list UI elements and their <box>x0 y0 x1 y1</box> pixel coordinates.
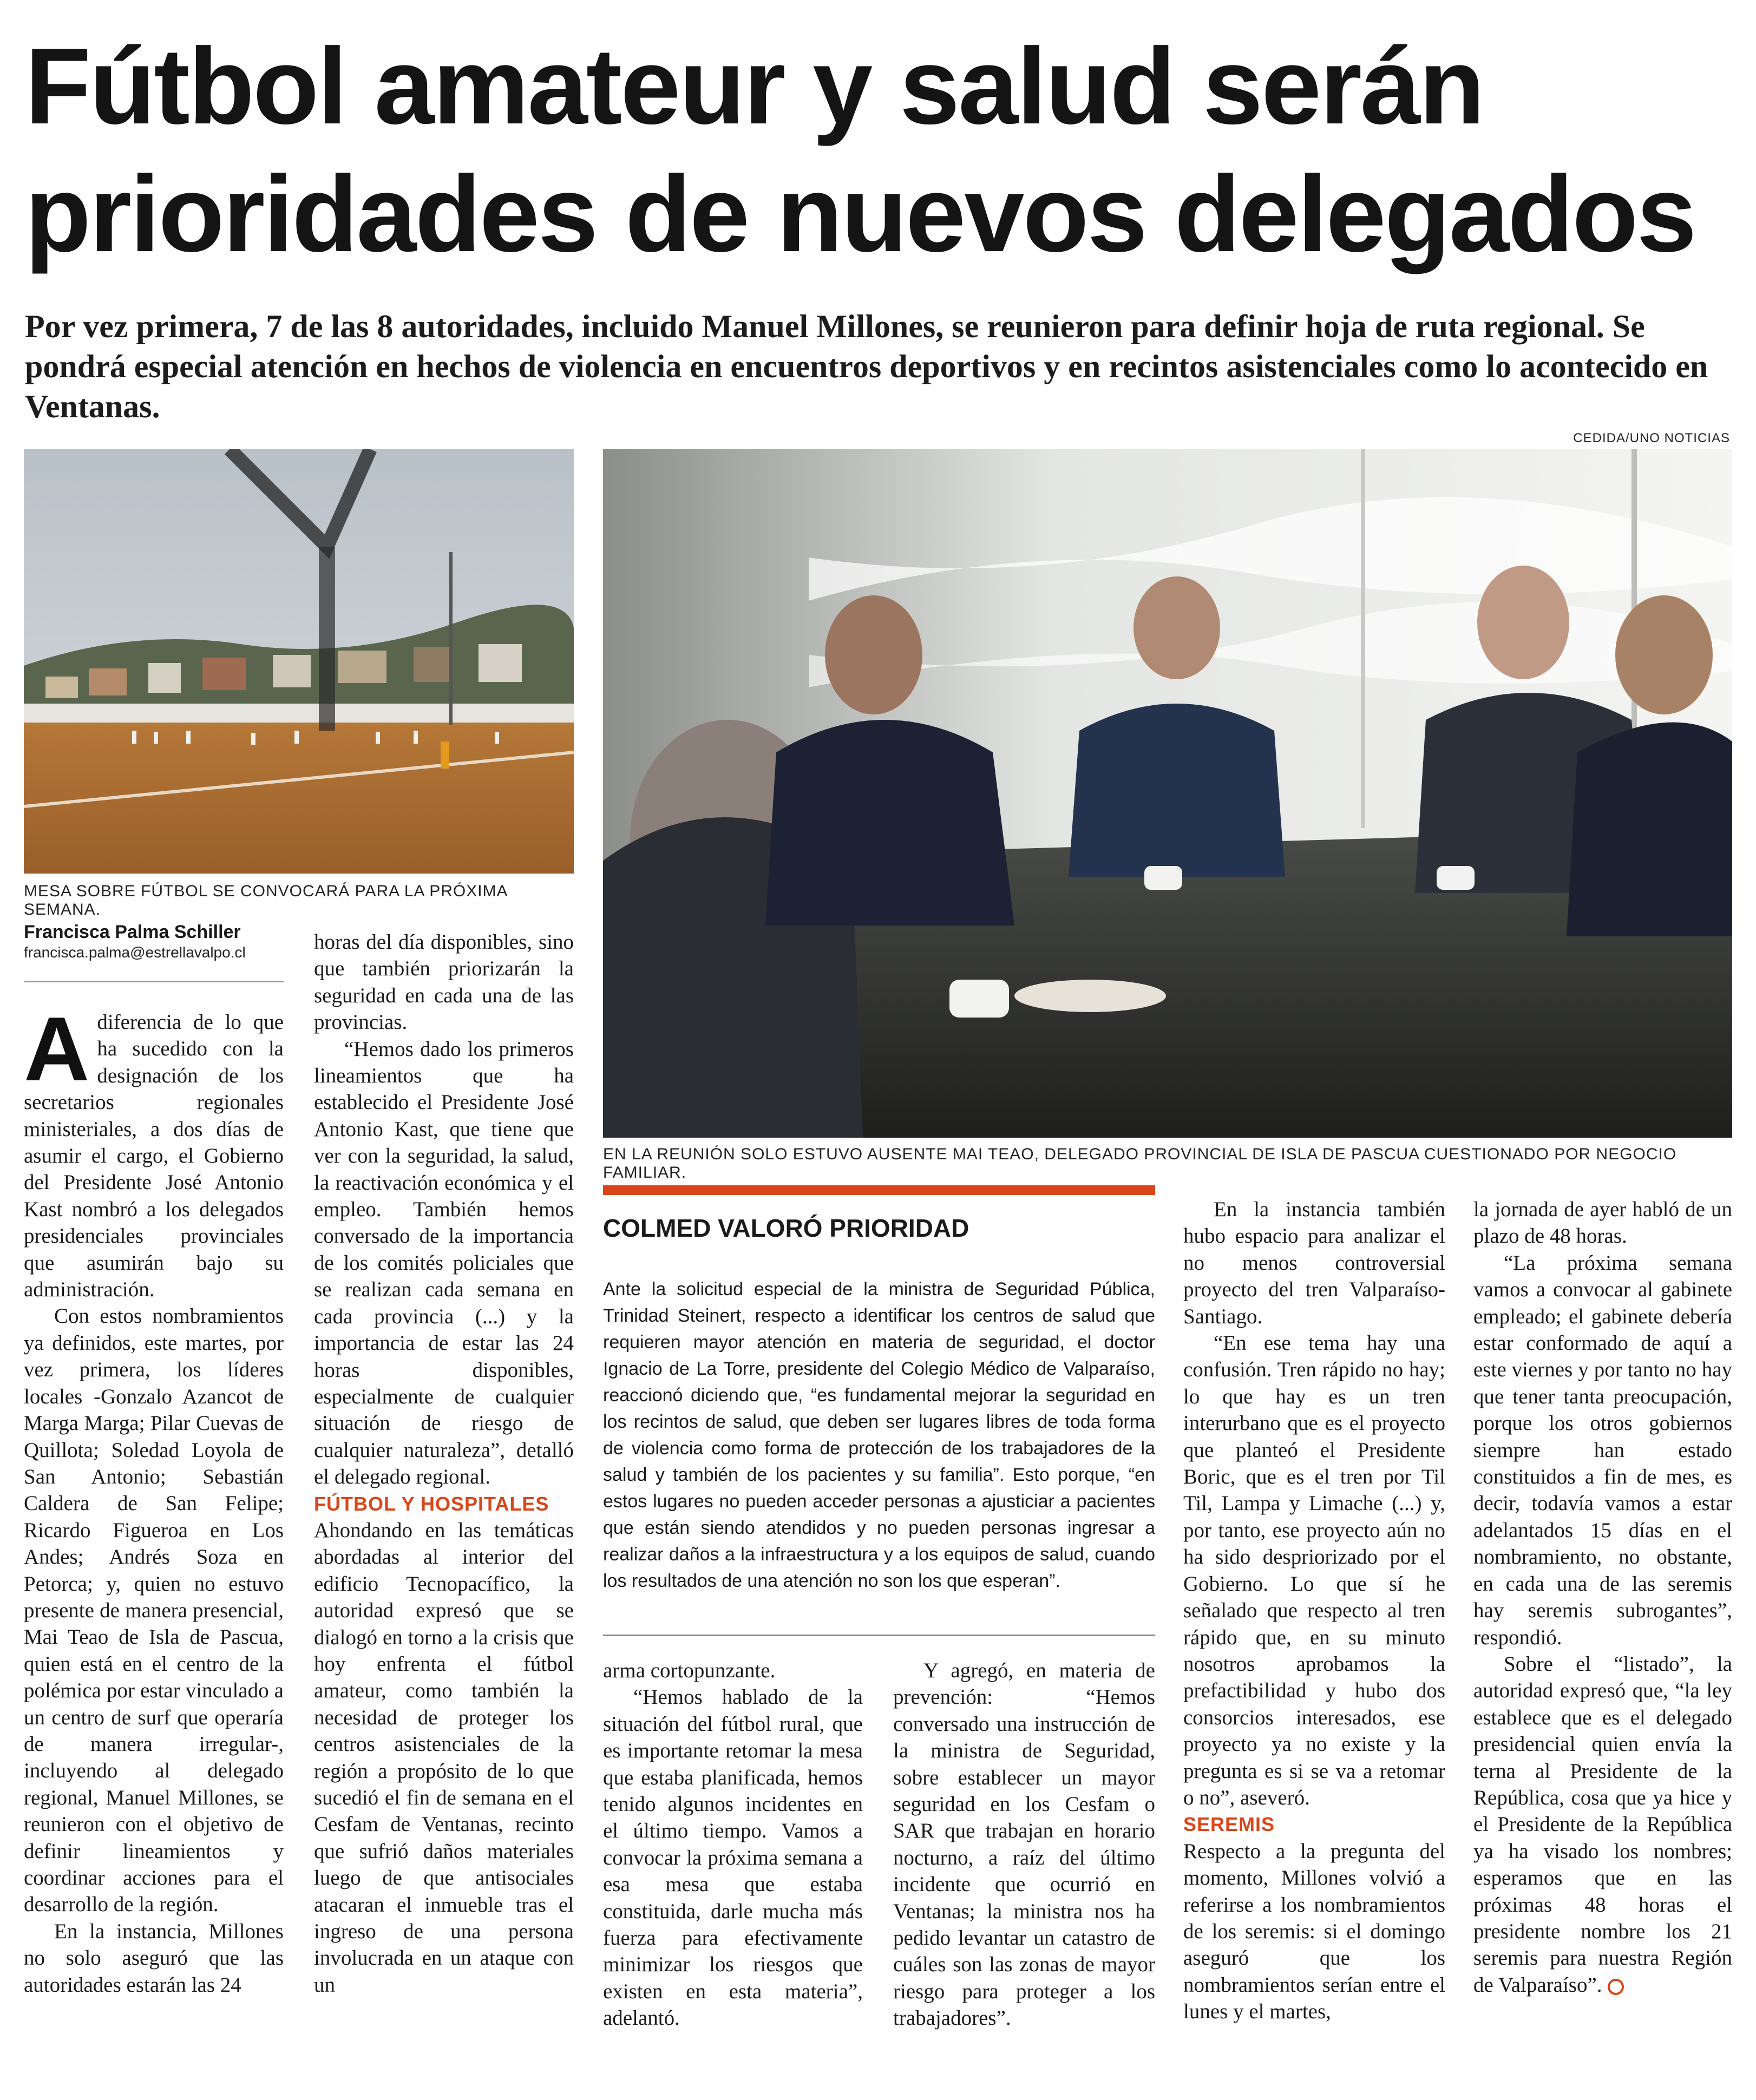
football-field-image <box>24 449 574 874</box>
col6-paragraph-3: Sobre el “listado”, la autoridad expresó que, “la ley establece que es el delegado presidencial quien envía la terna al Presidente de la República, cosa que ya hice y el Presidente de la República ya ha visado los nombres; esperamos que en las próximas 48 horas el presidente nombre los 21 seremis para nuestra Región de Valparaíso”. <box>1473 1652 1732 1997</box>
column-3 <box>603 1657 863 2032</box>
box-title: COLMED VALORÓ PRIORIDAD <box>603 1214 969 1242</box>
col2-paragraph-3: Ahondando en las temáticas abordadas al interior del edificio Tecnopacífico, la autoridad expresó que se dialogó en torno a la crisis que hoy enfrenta el fútbol amateur, como también la necesidad de proteger los centros asistenciales de la región a propósito de lo que sucedió el fin de semana en el Cesfam de Ventanas, recinto que sufrió daños materiales luego de que antisociales atacaran el inmueble tras el ingreso de una persona involucrada en un ataque con un <box>314 1518 574 1997</box>
col5-paragraph-2: “En ese tema hay una confusión. Tren rápido no hay; lo que hay es un tren interurbano que es el proyecto que planteó el Presidente Boric, que es el tren por Til Til, Lampa y Limache (...) y, por tanto, ese proyecto aún no ha sido despriorizado por el Gobierno. Lo que sí he señalado que respecto al tren rápido que, en su minuto nosotros aprobamos la prefactibilidad y hubo dos consorcios interesados, ese proyecto ya no existe y la pregunta es si se va a retomar o no”, aseveró. <box>1183 1331 1445 1809</box>
byline-rule <box>24 981 284 982</box>
left-photo-caption: MESA SOBRE FÚTBOL SE CONVOCARÁ PARA LA PRÓXIMA SEMANA. <box>24 882 507 918</box>
box-text: Ante la solicitud especial de la ministra de Seguridad Pública, Trinidad Steinert, respecto a identificar los centros de salud que requieren mayor atención en materia de seguridad, el doctor Ignacio de La Torre, presidente del Colegio Médico de Valparaíso, reaccionó diciendo que, “es fundamental mejorar la seguridad en los recintos de salud, que deben ser lugares libres de toda forma de violencia como forma de protección de los trabajadores de la salud y también de los pacientes y su familia”. Esto porque, “en estos lugares no pueden acceder personas a ajusticiar a pacientes que están siendo atendidos y no pueden personas ingresar a realizar daños a la infraestructura y a los equipos de salud, cuando los resultados de una atención no son los que esperan”. <box>603 1279 1155 1591</box>
headline: Fútbol amateur y salud serán prioridades de nuevos delegados <box>25 26 1695 274</box>
column-5 <box>1183 1196 1445 2025</box>
author-name: Francisca Palma Schiller <box>24 922 241 942</box>
col4-paragraph-1: Y agregó, en materia de prevención: “Hemos conversado una instrucción de la ministra de Seguridad, sobre establecer un mayor seguridad en los Cesfam o SAR que trabajan en horario nocturno, a raíz del último incidente que ocurrió en Ventanas; la ministra nos ha pedido levantar un catastro de cuáles son las zonas de mayor riesgo para proteger a los trabajadores”. <box>893 1659 1155 2030</box>
box-bottom-rule <box>603 1635 1155 1636</box>
col6-paragraph-1: la jornada de ayer habló de un plazo de 48 horas. <box>1473 1198 1732 1248</box>
col1-paragraph-1: Adiferencia de lo que ha sucedido con la designación de los secretarios regionales ministeriales, a dos días de asumir el cargo, el Gobierno del Presidente José Antonio Kast nombró a los delegados presidenciales provinciales que asumirán bajo su administración. <box>24 998 284 1302</box>
box-accent-bar <box>603 1185 1155 1195</box>
author-email[interactable]: francisca.palma@estrellavalpo.cl <box>24 944 246 961</box>
column-6 <box>1473 1196 1732 1998</box>
col1-paragraph-2: Con estos nombramientos ya definidos, este martes, por vez primera, los líderes locales -Gonzalo Azancot de Marga Marga; Pilar Cuevas de Quillota; Soledad Loyola de San Antonio; Sebastián Caldera de San Felipe; Ricardo Figueroa en Los Andes; Andrés Soza en Petorca; y, quien no estuvo presente de manera presencial, Mai Teao de Isla de Pascua, quien está en el centro de la polémica por estar vinculado a un centro de surf que operaría de manera irregular-, incluyendo al delegado regional, Manuel Millones, se reunieron con el objetivo de definir lineamientos y coordinar acciones para el desarrollo de la región. <box>24 1304 284 1917</box>
col5-paragraph-3: Respecto a la pregunta del momento, Millones volvió a referirse a los nombramientos de los seremis: si el domingo aseguró que los nombramientos serían entre el lunes y el martes, <box>1183 1839 1445 2024</box>
main-photo-caption: EN LA REUNIÓN SOLO ESTUVO AUSENTE MAI TEAO, DELEGADO PROVINCIAL DE ISLA DE PASCUA CUESTIONADO POR NEGOCIO FAMILIAR. <box>603 1145 1677 1182</box>
col2-paragraph-1: horas del día disponibles, sino que también priorizarán la seguridad en cada una de las provincias. <box>314 930 574 1034</box>
col2-paragraph-2: “Hemos dado los primeros lineamientos que ha establecido el Presidente José Antonio Kast, que tiene que ver con la seguridad, la salud, la reactivación económica y el empleo. También hemos conversado de la importancia de los comités policiales que se realizan cada semana en cada provincia (...) y la importancia de estar las 24 horas disponibles, especialmente de cualquier situación de riesgo de cualquier naturaleza”, detalló el delegado regional. <box>314 1037 574 1489</box>
column-1 <box>24 998 284 1998</box>
subhead-futbol-hospitales: FÚTBOL Y HOSPITALES <box>314 1492 549 1515</box>
photo-credit: CEDIDA/UNO NOTICIAS <box>1573 431 1730 445</box>
subhead-seremis: SEREMIS <box>1183 1813 1275 1836</box>
col1-paragraph-3: En la instancia, Millones no solo aseguró que las autoridades estarán las 24 <box>24 1919 284 1997</box>
meeting-photo <box>603 449 1732 1138</box>
meeting-image <box>603 449 1732 1138</box>
dropcap: A <box>24 998 90 1100</box>
col3-paragraph-1: arma cortopunzante. <box>603 1659 776 1682</box>
col3-paragraph-2: “Hemos hablado de la situación del fútbol rural, que es importante retomar la mesa que estaba planificada, hemos tenido algunos incidentes en el último tiempo. Vamos a convocar la próxima semana a esa mesa que estaba constituida, darle mucha más fuerza para efectivamente minimizar los riesgos que existen en esta materia”, adelantó. <box>603 1685 863 2030</box>
col6-paragraph-2: “La próxima semana vamos a convocar al gabinete empleado; el gabinete debería estar conformado de aquí a este viernes y por tanto no hay que tener tanta preocupación, porque los otros gobiernos siempre han estado constituidos a fin de mes, es decir, todavía vamos a estar adelantados 15 días en el nombramiento, no obstante, en cada una de las seremis hay seremis subrogantes”, respondió. <box>1473 1251 1732 1649</box>
author-byline <box>24 921 327 962</box>
lead-paragraph: Por vez primera, 7 de las 8 autoridades, incluido Manuel Millones, se reunieron para definir hoja de ruta regional. Se pondrá especial atención en hechos de violencia en encuentros deportivos y en recintos asistenciales como lo acontecido en Ventanas. <box>25 309 1708 424</box>
column-2 <box>314 929 574 1998</box>
football-field-photo <box>24 449 574 874</box>
column-4 <box>893 1657 1155 2032</box>
col5-paragraph-1: En la instancia también hubo espacio para analizar el no menos controversial proyecto del tren Valparaíso-Santiago. <box>1183 1198 1445 1328</box>
end-of-article-icon <box>1608 1979 1624 1995</box>
